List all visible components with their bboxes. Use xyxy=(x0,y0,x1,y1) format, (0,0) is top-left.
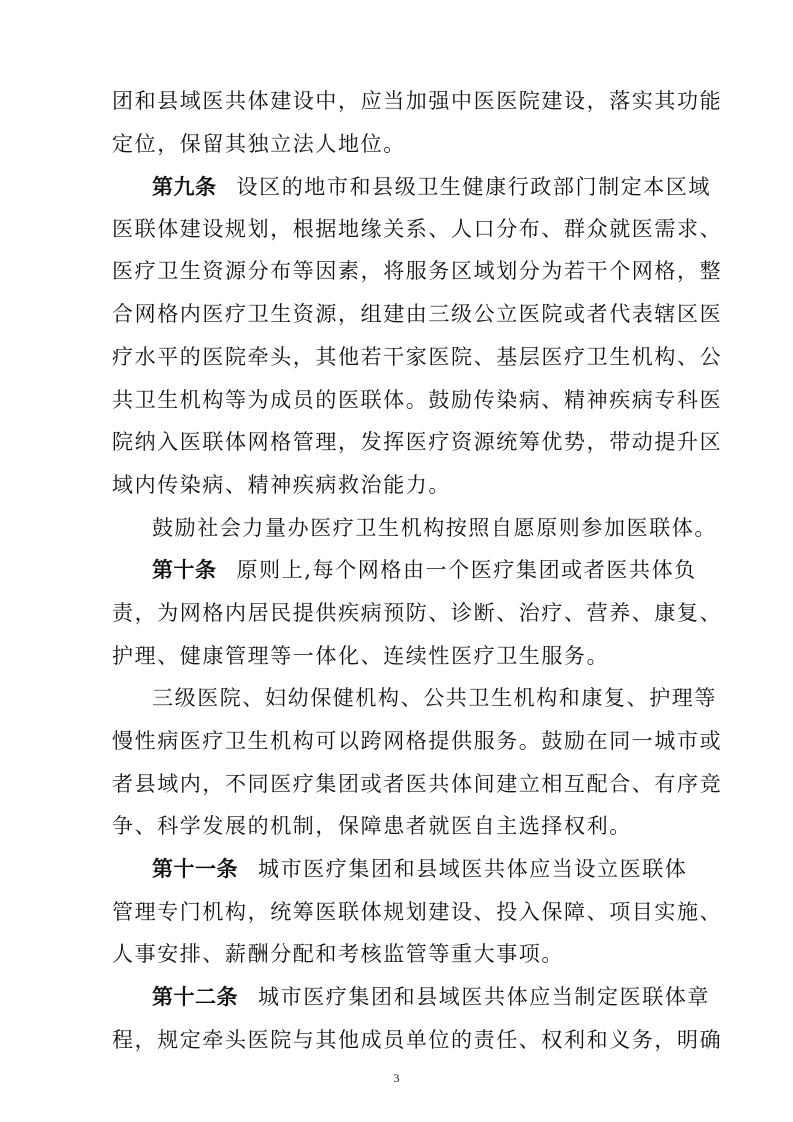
body-line: 医疗卫生资源分布等因素，将服务区域划分为若干个网格，整 xyxy=(112,259,723,283)
page-number: 3 xyxy=(393,1071,400,1085)
article-12-first-line xyxy=(152,983,710,1011)
article-11-first-line xyxy=(152,855,687,883)
article-11-heading: 第十一条 xyxy=(152,857,238,881)
body-line: 护理、健康管理等一体化、连续性医疗卫生服务。 xyxy=(112,644,610,668)
body-line: 争、科学发展的机制，保障患者就医自主选择权利。 xyxy=(112,814,632,838)
body-line: 医联体建设规划，根据地缘关系、人口分布、群众就医需求、 xyxy=(112,217,723,241)
article-9-heading: 第九条 xyxy=(152,175,217,199)
body-line: 合网格内医疗卫生资源，组建由三级公立医院或者代表辖区医 xyxy=(112,302,723,326)
body-line: 团和县域医共体建设中，应当加强中医医院建设，落实其功能 xyxy=(112,89,723,113)
article-10-first-line xyxy=(152,556,697,584)
body-text: 设区的地市和县级卫生健康行政部门制定本区域 xyxy=(236,175,712,199)
body-line: 三级医院、妇幼保健机构、公共卫生机构和康复、护理等 xyxy=(152,686,717,710)
body-line: 院纳入医联体网格管理，发挥医疗资源统筹优势，带动提升区 xyxy=(112,430,723,454)
body-line: 鼓励社会力量办医疗卫生机构按照自愿原则参加医联体。 xyxy=(152,516,717,540)
body-text: 原则上,每个网格由一个医疗集团或者医共体负 xyxy=(236,558,697,582)
body-line: 人事安排、薪酬分配和考核监管等重大事项。 xyxy=(112,942,564,966)
article-10-heading: 第十条 xyxy=(152,558,217,582)
body-line: 慢性病医疗卫生机构可以跨网格提供服务。鼓励在同一城市或 xyxy=(112,729,723,753)
body-line: 管理专门机构，统筹医联体规划建设、投入保障、项目实施、 xyxy=(112,900,723,924)
body-line: 共卫生机构等为成员的医联体。鼓励传染病、精神疾病专科医 xyxy=(112,388,723,412)
article-9-first-line xyxy=(152,173,711,201)
body-line: 者县域内，不同医疗集团或者医共体间建立相互配合、有序竞 xyxy=(112,772,723,796)
body-line: 责，为网格内居民提供疾病预防、诊断、治疗、营养、康复、 xyxy=(112,601,723,625)
body-text: 城市医疗集团和县域医共体应当制定医联体章 xyxy=(258,985,710,1009)
body-line: 程，规定牵头医院与其他成员单位的责任、权利和义务，明确 xyxy=(112,1028,723,1052)
body-line: 疗水平的医院牵头，其他若干家医院、基层医疗卫生机构、公 xyxy=(112,345,723,369)
body-line: 定位，保留其独立法人地位。 xyxy=(112,132,406,156)
body-text: 城市医疗集团和县域医共体应当设立医联体 xyxy=(258,857,688,881)
body-line: 域内传染病、精神疾病救治能力。 xyxy=(112,473,451,497)
article-12-heading: 第十二条 xyxy=(152,985,238,1009)
